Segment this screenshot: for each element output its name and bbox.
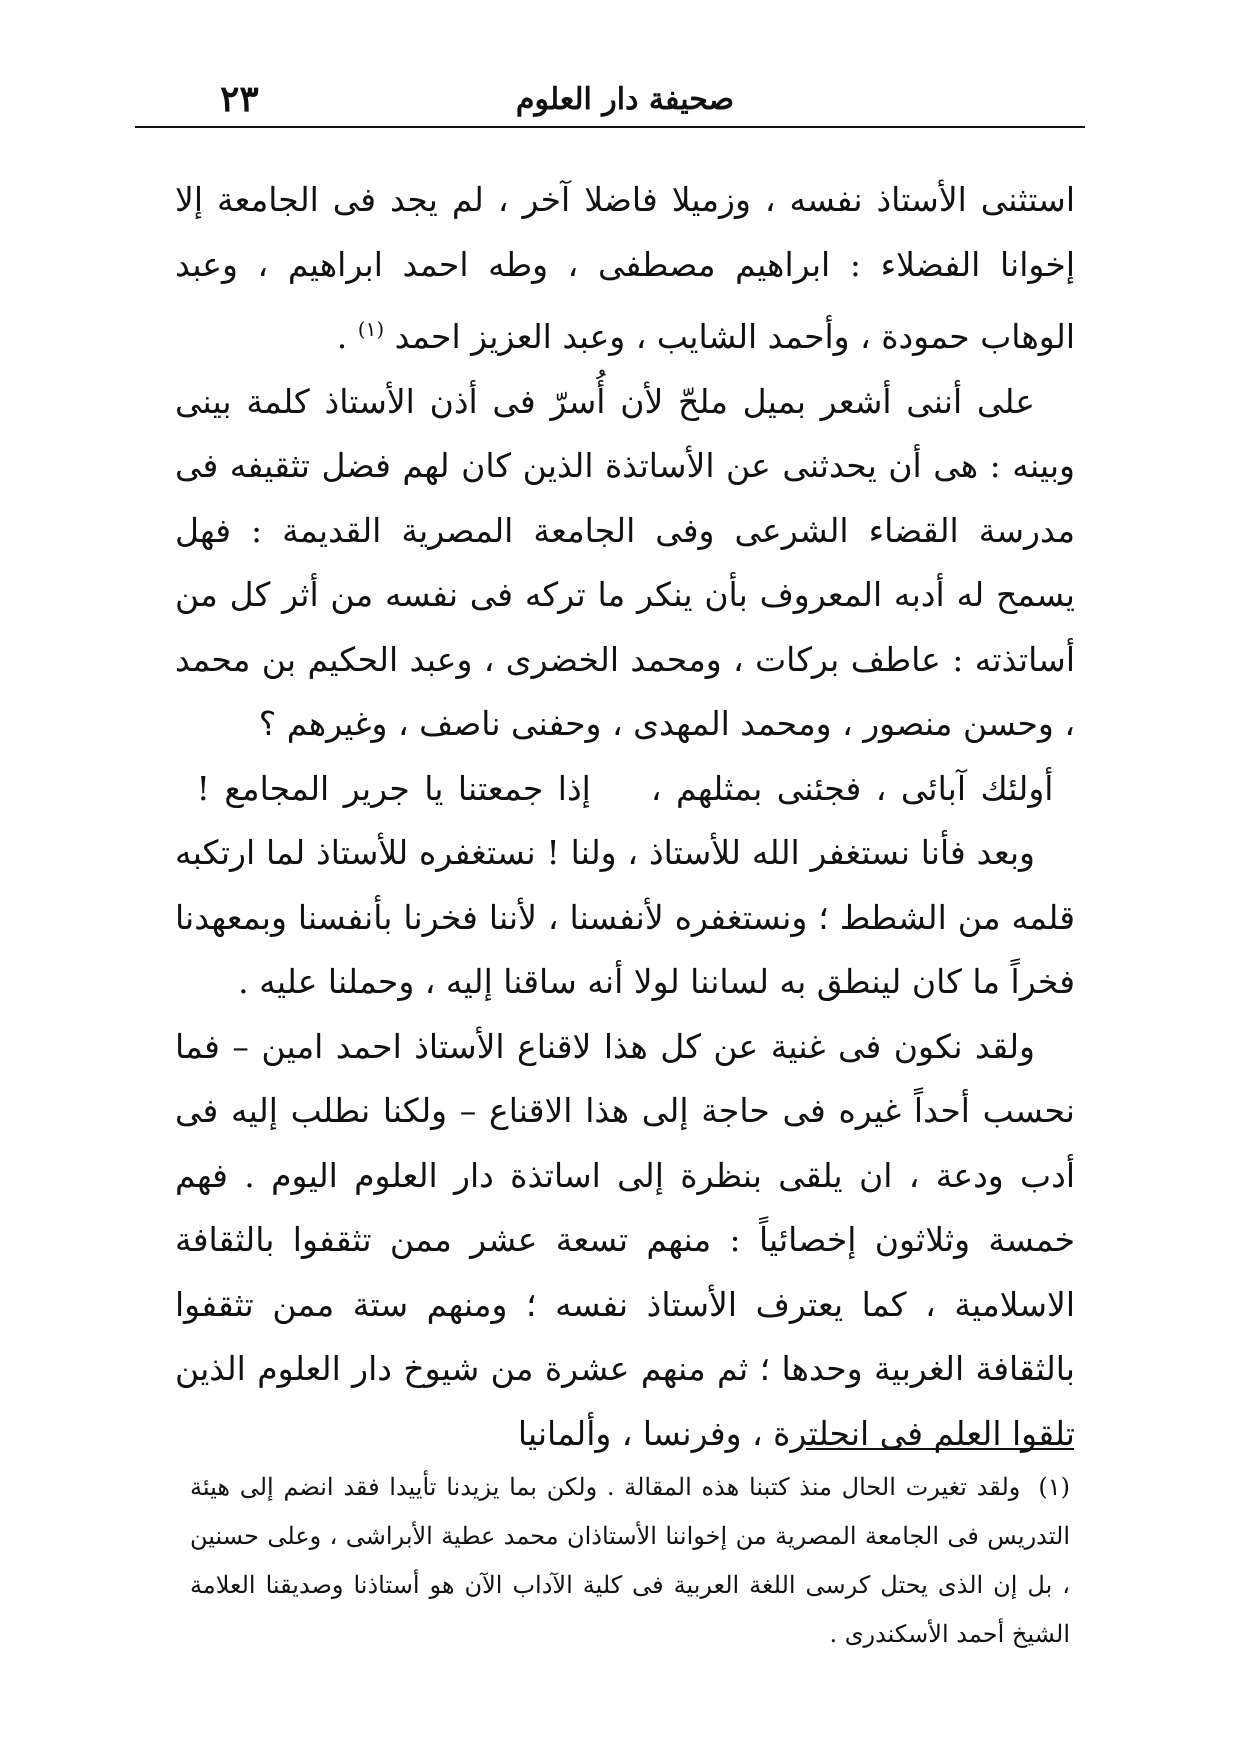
body-text bbox=[175, 168, 1075, 1466]
verse-first-hemistich: أولئك آبائى ، فجئنى بمثلهم ، bbox=[650, 768, 1054, 808]
page-header bbox=[180, 78, 1070, 138]
paragraph bbox=[175, 168, 1075, 370]
footnote-rule bbox=[806, 1448, 1074, 1450]
paragraph: وبعد فأنا نستغفر الله للأستاذ ، ولنا ! نستغفره للأستاذ لما ارتكبه قلمه من الشطط ؛ ونستغفره لأنفسنا ، لأننا فخرنا بأنفسنا وبمعهدنا فخراً ما كان لينطق به لساننا لولا أنه ساقنا إليه ، وحملنا عليه . bbox=[175, 833, 1075, 1001]
verse-line bbox=[175, 757, 1075, 822]
verse-second-hemistich: إذا جمعتنا يا جرير المجامع ! bbox=[196, 768, 591, 808]
footnote-text: ولقد تغيرت الحال منذ كتبنا هذه المقالة . ولكن بما يزيدنا تأييدا فقد انضم إلى هيئة التدريس فى الجامعة المصرية من إخواننا الأستاذان محمد عطية الأبراشى ، وعلى حسنين ، بل إن الذى يحتل كرسى اللغة العربية فى كلية الآداب الآن هو أستاذنا وصديقنا العلامة الشيخ أحمد الأسكندرى . bbox=[190, 1473, 1071, 1648]
paragraph-text: استثنى الأستاذ نفسه ، وزميلا فاضلا آخر ، لم يجد فى الجامعة إلا إخوانا الفضلاء : ابراهيم مصطفى ، وطه احمد ابراهيم ، وعبد الوهاب حمودة ، وأحمد الشايب ، وعبد العزيز احمد bbox=[175, 180, 1075, 356]
header-rule bbox=[135, 126, 1085, 128]
paragraph: ولقد نكون فى غنية عن كل هذا لاقناع الأستاذ احمد امين – فما نحسب أحداً غيره فى حاجة إلى هذا الاقناع – ولكنا نطلب إليه فى أدب ودعة ، ان يلقى بنظرة إلى اساتذة دار العلوم اليوم . فهم خمسة وثلاثون إخصائياً : منهم تسعة عشر ممن تثقفوا بالثقافة الاسلامية ، كما يعترف الأستاذ نفسه ؛ ومنهم ستة ممن تثقفوا بالثقافة الغربية وحدها ؛ ثم منهم عشرة من شيوخ دار العلوم الذين تلقوا العلم فى انجلترة ، وفرنسا ، وألمانيا bbox=[175, 1026, 1075, 1453]
footnote-reference: (١) bbox=[357, 317, 385, 341]
page-number: ٢٣ bbox=[220, 78, 259, 120]
footnote bbox=[190, 1463, 1070, 1659]
paragraph-end: . bbox=[336, 317, 358, 356]
footnote-marker: (١) bbox=[1038, 1473, 1070, 1501]
paragraph: على أننى أشعر بميل ملحّ لأن أُسرّ فى أذن الأستاذ كلمة بينى وبينه : هى أن يحدثنى عن الأساتذة الذين كان لهم فضل تثقيفه فى مدرسة القضاء الشرعى وفى الجامعة المصرية القديمة : فهل يسمح له أدبه المعروف بأن ينكر ما تركه فى نفسه من أثر كل من أساتذته : عاطف بركات ، ومحمد الخضرى ، وعبد الحكيم بن محمد ، وحسن منصور ، ومحمد المهدى ، وحفنى ناصف ، وغيرهم ؟ bbox=[175, 381, 1075, 743]
running-title: صحيفة دار العلوم bbox=[515, 82, 735, 117]
footnotes bbox=[190, 1463, 1070, 1659]
